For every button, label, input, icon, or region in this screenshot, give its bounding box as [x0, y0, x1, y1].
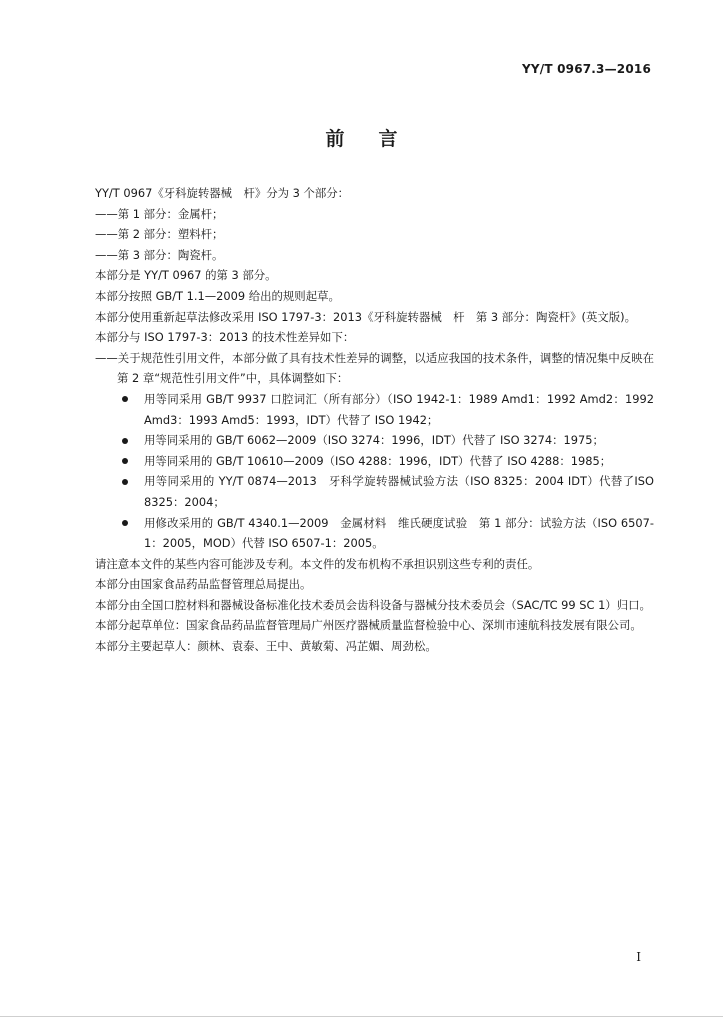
paragraph-drafting-units: 本部分起草单位：国家食品药品监督管理局广州医疗器械质量监督检验中心、深圳市速航科技发展有限公司。: [95, 618, 642, 633]
bullet-text: 用等同采用的 GB/T 10610—2009（ISO 4288：1996，IDT）代替了 ISO 4288：1985；: [144, 453, 612, 468]
bullet-dot-icon: [122, 458, 128, 464]
bullet-item: [69, 513, 654, 554]
paragraph-differences: 本部分与 ISO 1797-3：2013 的技术性差异如下：: [95, 330, 355, 345]
paragraph-adoption: 本部分使用重新起草法修改采用 ISO 1797-3：2013《牙科旋转器械 杆 第 3 部分：陶瓷杆》(英文版)。: [95, 309, 636, 324]
bullet-item: [69, 451, 654, 472]
paragraph-drafting-rules: 本部分按照 GB/T 1.1—2009 给出的规则起草。: [95, 288, 340, 303]
standard-code: YY/T 0967.3—2016: [521, 62, 651, 76]
paragraph-drafters: 本部分主要起草人：颜林、袁泰、王中、黄敏菊、冯芷媚、周劲松。: [95, 639, 437, 654]
page-number: I: [636, 950, 641, 964]
paragraph-intro: YY/T 0967《牙科旋转器械 杆》分为 3 个部分：: [95, 186, 350, 200]
bullet-item: [69, 389, 654, 430]
list-item-part-2: ——第 2 部分：塑料杆；: [95, 227, 224, 242]
bullet-item: [69, 471, 654, 512]
page-title: 前言: [325, 128, 432, 150]
bullet-dot-icon: [122, 520, 128, 526]
paragraph-patent-notice: 请注意本文件的某些内容可能涉及专利。本文件的发布机构不承担识别这些专利的责任。: [95, 556, 540, 571]
body-text: [69, 183, 654, 657]
paragraph-part-statement: 本部分是 YY/T 0967 的第 3 部分。: [95, 268, 277, 283]
page-bottom-divider: [0, 1016, 723, 1017]
bullet-item: [69, 430, 654, 451]
paragraph-technical-committee: 本部分由全国口腔材料和器械设备标准化技术委员会齿科设备与器械分技术委员会（SAC/TC 99 SC 1）归口。: [95, 597, 651, 612]
list-item-normative-refs: ——关于规范性引用文件，本部分做了具有技术性差异的调整，以适应我国的技术条件，调整的情况集中反映在第 2 章“规范性引用文件”中，具体调整如下：: [95, 350, 654, 386]
list-item-part-3: ——第 3 部分：陶瓷杆。: [95, 247, 224, 262]
list-item-part-1: ——第 1 部分：金属杆；: [95, 206, 224, 221]
bullet-dot-icon: [122, 438, 128, 444]
bullet-dot-icon: [122, 396, 128, 402]
bullet-text: 用等同采用的 YY/T 0874—2013 牙科学旋转器械试验方法（ISO 8325：2004 IDT）代替了ISO 8325：2004；: [144, 474, 654, 509]
bullet-text: 用修改采用的 GB/T 4340.1—2009 金属材料 维氏硬度试验 第 1 部分：试验方法（ISO 6507-1：2005，MOD）代替 ISO 6507-1：2005。: [144, 515, 654, 551]
paragraph-proposer: 本部分由国家食品药品监督管理总局提出。: [95, 577, 312, 592]
bullet-dot-icon: [122, 479, 128, 485]
bullet-text: 用等同采用的 GB/T 6062—2009（ISO 3274：1996，IDT）代替了 ISO 3274：1975；: [144, 433, 604, 448]
bullet-text: 用等同采用 GB/T 9937 口腔词汇（所有部分）（ISO 1942-1：1989 Amd1：1992 Amd2：1992 Amd3：1993 Amd5：1993，IDT）代替了 ISO 1942；: [144, 391, 654, 427]
